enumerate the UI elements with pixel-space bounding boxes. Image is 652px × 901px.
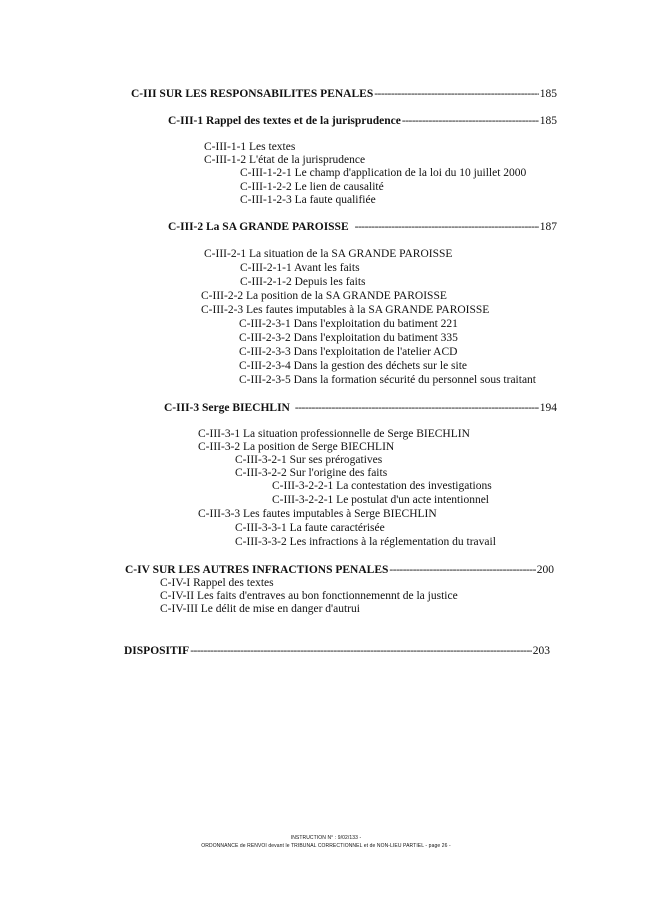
toc-subentry[interactable]: C-III-3-2-2-1 La contestation des investigations [272,480,492,492]
toc-subentry[interactable]: C-III-1-2-2 Le lien de causalité [240,181,384,193]
toc-entry-c3[interactable] [131,87,557,101]
toc-subentry[interactable]: C-III-1-2-3 La faute qualifiée [240,194,376,206]
toc-entry-page: 187 [539,221,557,233]
toc-entry-c4[interactable] [125,563,554,577]
toc-entry-c3-2[interactable] [168,220,557,234]
toc-entry-label: C-III-3 Serge BIECHLIN [164,402,290,414]
toc-subentry[interactable]: C-III-3-3 Les fautes imputables à Serge BIECHLIN [198,508,437,520]
toc-subentry[interactable]: C-III-2-1 La situation de la SA GRANDE PAROISSE [204,248,453,260]
toc-entry-label: C-IV SUR LES AUTRES INFRACTIONS PENALES [125,564,389,576]
toc-entry-label: C-III-2 La SA GRANDE PAROISSE [168,221,349,233]
leader-dots [374,87,539,101]
toc-entry-page: 194 [539,402,557,414]
toc-entry-c3-1[interactable] [168,114,557,128]
toc-entry-page: 185 [539,88,557,100]
toc-entry-c3-3[interactable] [164,401,557,415]
toc-subentry[interactable]: C-III-3-2 La position de Serge BIECHLIN [198,441,395,453]
toc-subentry[interactable]: C-III-1-1 Les textes [204,141,296,153]
toc-entry-page: 200 [536,564,554,576]
toc-subentry[interactable]: C-III-2-3-5 Dans la formation sécurité du personnel sous traitant [239,374,536,386]
toc-subentry[interactable]: C-III-2-3-3 Dans l'exploitation de l'atelier ACD [239,346,458,358]
toc-subentry[interactable]: C-III-3-1 La situation professionnelle de Serge BIECHLIN [198,428,470,440]
toc-entry-dispositif[interactable] [124,644,550,658]
toc-subentry[interactable]: C-IV-III Le délit de mise en danger d'autrui [160,603,360,615]
toc-subentry[interactable]: C-III-3-3-1 La faute caractérisée [235,522,385,534]
leader-dots [295,401,539,415]
toc-subentry[interactable]: C-III-2-1-2 Depuis les faits [240,276,366,288]
toc-subentry[interactable]: C-III-3-2-2-1 Le postulat d'un acte intentionnel [272,494,489,506]
toc-subentry[interactable]: C-III-3-3-2 Les infractions à la réglementation du travail [235,536,496,548]
toc-subentry[interactable]: C-III-3-2-1 Sur ses prérogatives [235,454,383,466]
toc-subentry[interactable]: C-III-2-3-1 Dans l'exploitation du batiment 221 [239,318,458,330]
toc-subentry[interactable]: C-III-2-2 La position de la SA GRANDE PAROISSE [201,290,447,302]
toc-subentry[interactable]: C-III-2-3-4 Dans la gestion des déchets sur le site [239,360,468,372]
toc-subentry[interactable]: C-III-2-3-2 Dans l'exploitation du batiment 335 [239,332,458,344]
toc-subentry[interactable]: C-III-3-2-2 Sur l'origine des faits [235,467,388,479]
toc-subentry[interactable]: C-IV-I Rappel des textes [160,577,274,589]
toc-subentry[interactable]: C-III-1-2-1 Le champ d'application de la loi du 10 juillet 2000 [240,167,527,179]
toc-entry-label: C-III SUR LES RESPONSABILITES PENALES [131,88,374,100]
toc-entry-label: C-III-1 Rappel des textes et de la jurisprudence [168,115,401,127]
toc-entry-page: 203 [532,645,550,657]
toc-entry-page: 185 [539,115,557,127]
leader-dots [389,563,535,577]
toc-entry-label: DISPOSITIF [124,645,190,657]
toc-subentry[interactable]: C-III-1-2 L'état de la jurisprudence [204,154,366,166]
toc-subentry[interactable]: C-III-2-1-1 Avant les faits [240,262,360,274]
leader-dots [190,644,532,658]
toc-subentry[interactable]: C-IV-II Les faits d'entraves au bon fonctionnemennt de la justice [160,590,458,602]
leader-dots [355,220,539,234]
footer-instruction: INSTRUCTION N° : 9/02/133 - [290,835,362,841]
leader-dots [402,114,539,128]
toc-subentry[interactable]: C-III-2-3 Les fautes imputables à la SA GRANDE PAROISSE [201,304,490,316]
footer-ordonnance: ORDONNANCE de RENVOI devant le TRIBUNAL CORRECTIONNEL et de NON-LIEU PARTIEL - page 26 - [201,843,451,849]
